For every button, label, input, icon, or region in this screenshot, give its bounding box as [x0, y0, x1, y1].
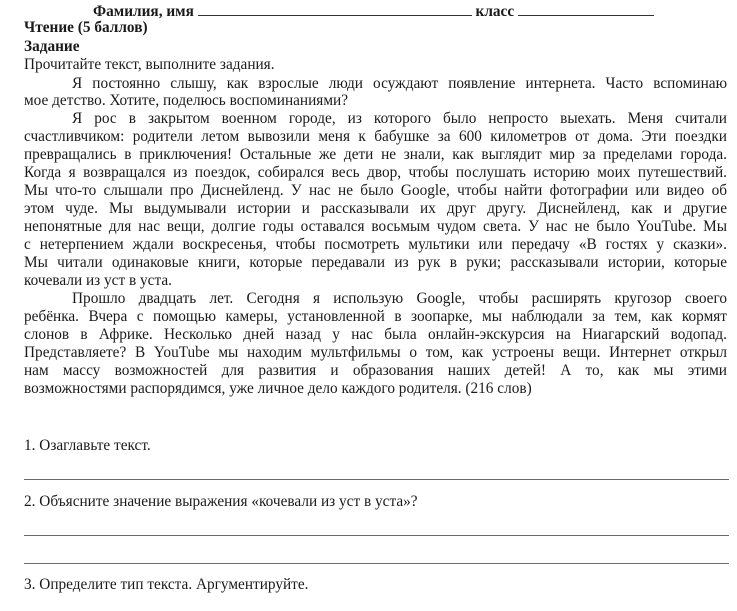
- text-line: Когда я возвращался из поездок, собирался весь двор, чтобы послушать историю моих путешествий.: [24, 164, 727, 181]
- answer-line-2b[interactable]: [24, 563, 729, 564]
- instruction: Прочитайте текст, выполните задания.: [24, 56, 275, 73]
- text-line: мое детство. Хотите, поделюсь воспоминаниями?: [24, 92, 348, 109]
- text-line: Представляете? В YouTube мы находим мультфильмы о том, как устроены вещи. Интернет открыл: [24, 344, 727, 361]
- surname-label: Фамилия, имя: [93, 3, 194, 20]
- class-label: класс: [475, 3, 515, 20]
- name-class-header: [93, 2, 654, 20]
- text-line: Прошло двадцать лет. Сегодня я использую Google, чтобы расширять кругозор своего: [72, 290, 727, 307]
- class-blank[interactable]: [518, 2, 654, 16]
- text-line: кочевали из уст в уста.: [24, 272, 172, 289]
- question-3: 3. Определите тип текста. Аргументируйте.: [24, 576, 309, 593]
- text-line: нам массу возможностей для развития и образования наших детей! А то, как мы этими: [24, 362, 727, 379]
- text-line: Я рос в закрытом военном городе, из которого было непросто выехать. Меня считали: [72, 110, 727, 127]
- text-line: ребёнка. Вчера с помощью камеры, установленной в зоопарке, мы наблюдали за тем, как кормят: [24, 308, 727, 325]
- text-line: с нетерпением ждали воскресенья, чтобы посмотреть мультики или передачу «В гостях у сказки».: [24, 236, 727, 253]
- surname-blank[interactable]: [198, 2, 472, 16]
- answer-line-1[interactable]: [24, 479, 729, 480]
- text-line: слонов в Африке. Несколько дней назад у нас была онлайн-экскурсия на Ниагарский водопад.: [24, 326, 727, 343]
- answer-line-2a[interactable]: [24, 535, 729, 536]
- question-1: 1. Озаглавьте текст.: [24, 437, 151, 454]
- text-line: превращались в приключения! Остальные же дети не знали, как выглядит мир за пределами города.: [24, 146, 727, 163]
- text-line: возможностями распорядимся, уже личное дело каждого родителя. (216 слов): [24, 380, 532, 397]
- text-line: счастливчиком: родители летом вывозили меня к бабушке за 600 километров от дома. Эти поездки: [24, 128, 727, 145]
- text-line: этом чуде. Мы выдумывали истории и рассказывали их друг другу. Диснейленд, как и другие: [24, 200, 727, 217]
- task-label: Задание: [24, 38, 80, 55]
- question-2: 2. Объясните значение выражения «кочевали из уст в уста»?: [24, 493, 418, 510]
- text-line: Мы читали одинаковые книги, которые передавали из рук в руки; рассказывали истории, которые: [24, 254, 727, 271]
- text-line: Я постоянно слышу, как взрослые люди осуждают появление интернета. Часто вспоминаю: [72, 75, 727, 92]
- text-line: непонятные для нас вещи, долгие годы оставался восьмым чудом света. У нас не было YouTube. Мы: [24, 218, 727, 235]
- section-title: Чтение (5 баллов): [24, 19, 148, 36]
- text-line: Мы что-то слышали про Диснейленд. У нас не было Google, чтобы найти фотографии или видео об: [24, 182, 727, 199]
